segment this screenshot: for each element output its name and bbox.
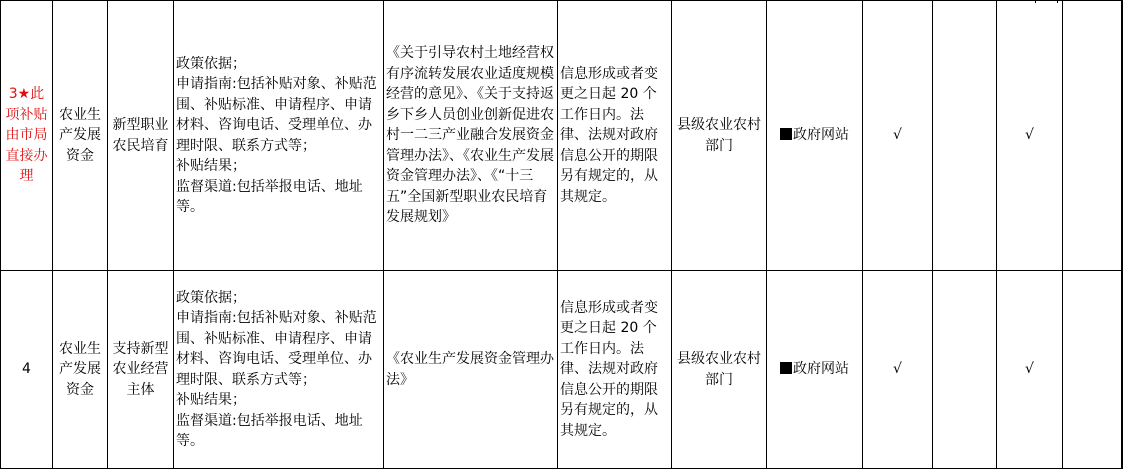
content-line: 监督渠道:包括举报电话、地址等。: [176, 412, 363, 449]
time-limit-cell: 信息形成或者变更之日起 20 个工作日内。法律、法规对政府信息公开的期限另有规定的，从其规定。: [558, 271, 672, 469]
empty-cell: [933, 1, 997, 271]
basis-cell: 《农业生产发展资金管理办法》: [384, 271, 558, 469]
subject-cell: 县级农业农村部门: [672, 1, 767, 271]
empty-cell: [1063, 1, 1122, 271]
seq-cell: 3★此项补贴由市局直接办理: [1, 1, 53, 271]
empty-cell: [1122, 1, 1123, 271]
check-mark-cell: √: [863, 1, 933, 271]
item-cell: 新型职业农民培育: [108, 1, 174, 271]
content-line: 政策依据；: [176, 55, 246, 72]
content-line: 政策依据；: [176, 289, 246, 306]
content-line: 补贴结果；: [176, 392, 246, 408]
channel-cell: [767, 1, 863, 271]
check-mark-cell: √: [997, 271, 1063, 469]
black-square-icon: [780, 128, 792, 140]
black-square-icon: [780, 362, 792, 374]
seq-cell: 4: [1, 271, 53, 469]
check-mark-cell: √: [997, 1, 1063, 271]
basis-cell: 《关于引导农村土地经营权有序流转发展农业适度规模经营的意见》、《关于支持返乡下乡人员创业创新促进农村一二三产业融合发展资金管理办法》、《农业生产发展资金管理办法》、《“十三五”全国新型职业农民培育发展规划》: [384, 1, 558, 271]
empty-cell: [1063, 271, 1122, 469]
item-cell: 支持新型农业经营主体: [108, 271, 174, 469]
time-limit-cell: 信息形成或者变更之日起 20 个工作日内。法律、法规对政府信息公开的期限另有规定的，从其规定。: [558, 1, 672, 271]
channel-label: 政府网站: [793, 361, 849, 378]
channel-cell: [767, 271, 863, 469]
content-line: 申请指南:包括补贴对象、补贴范围、补贴标准、申请程序、申请材料、咨询电话、受理单位、办理时限、联系方式等；: [176, 76, 377, 154]
subject-cell: 县级农业农村部门: [672, 271, 767, 469]
channel-label: 政府网站: [793, 127, 849, 144]
content-line: 监督渠道:包括举报电话、地址等。: [176, 178, 363, 215]
empty-cell: [1122, 271, 1123, 469]
table-row: [1, 271, 1123, 469]
content-cell: [174, 1, 384, 271]
table-row: [1, 1, 1123, 271]
content-line: 申请指南:包括补贴对象、补贴范围、补贴标准、申请程序、申请材料、咨询电话、受理单位、办理时限、联系方式等；: [176, 310, 377, 388]
content-cell: [174, 271, 384, 469]
check-mark-cell: √: [863, 271, 933, 469]
empty-cell: [933, 271, 997, 469]
content-line: 补贴结果；: [176, 158, 246, 174]
category-cell: 农业生产发展资金: [53, 271, 108, 469]
category-cell: 农业生产发展资金: [53, 1, 108, 271]
